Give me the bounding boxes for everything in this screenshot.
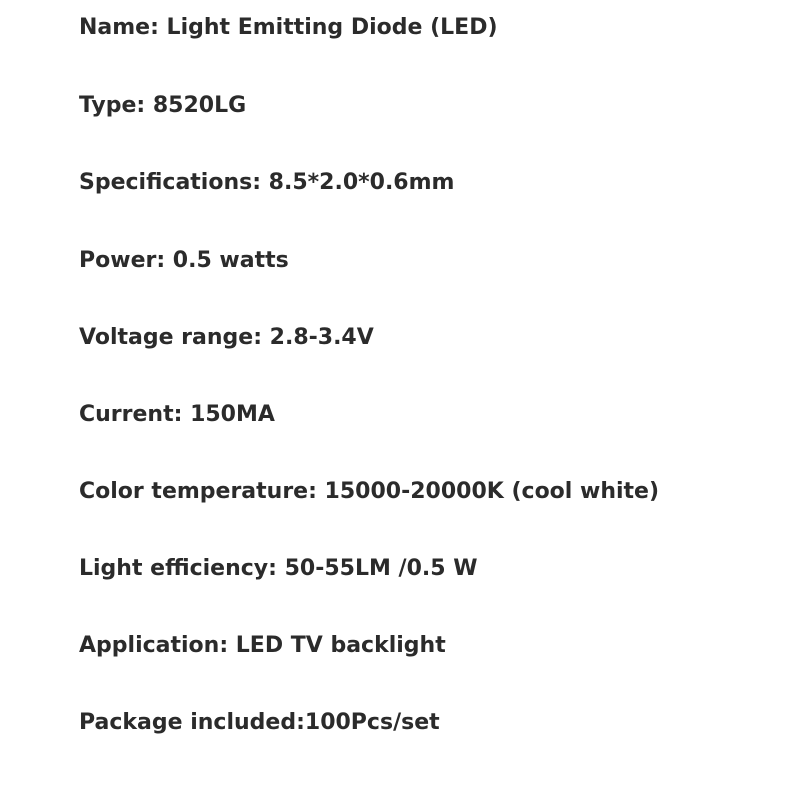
spec-dimensions: Specifications: 8.5*2.0*0.6mm (79, 170, 455, 195)
spec-package-included: Package included:100Pcs/set (79, 710, 440, 735)
spec-current: Current: 150MA (79, 402, 275, 427)
spec-voltage-range: Voltage range: 2.8-3.4V (79, 325, 374, 350)
spec-light-efficiency: Light efficiency: 50-55LM /0.5 W (79, 556, 478, 581)
spec-name: Name: Light Emitting Diode (LED) (79, 15, 498, 40)
spec-list (79, 0, 779, 800)
spec-type: Type: 8520LG (79, 93, 247, 118)
spec-color-temperature: Color temperature: 15000-20000K (cool white) (79, 479, 660, 504)
spec-power: Power: 0.5 watts (79, 248, 289, 273)
spec-application: Application: LED TV backlight (79, 633, 446, 658)
